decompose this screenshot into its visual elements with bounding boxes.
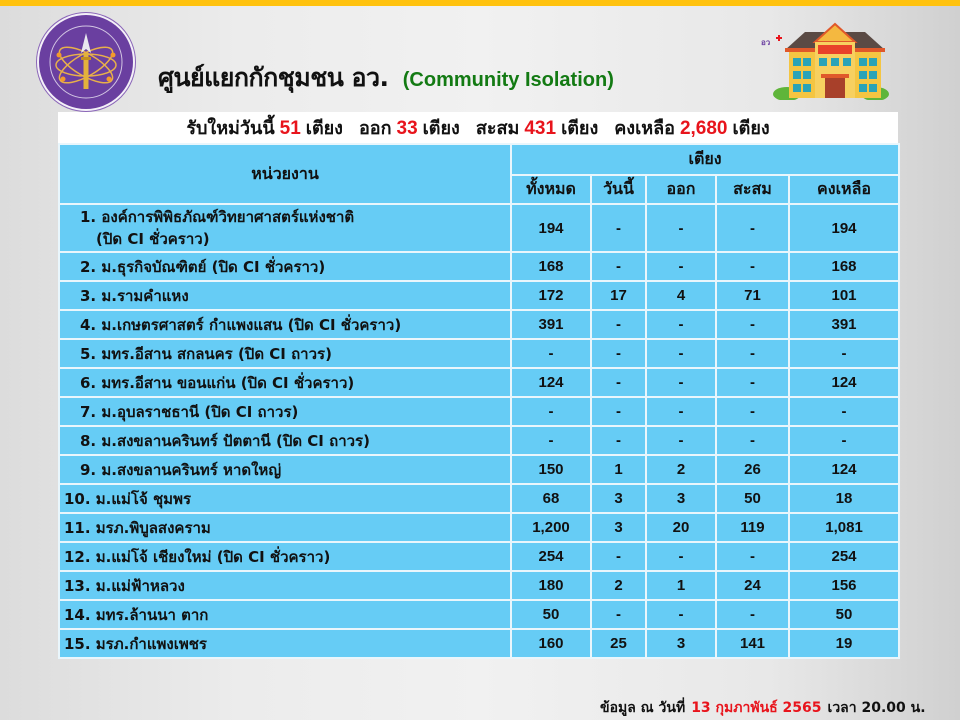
cell-out: - (646, 339, 716, 368)
row-unit-name: 7. ม.อุบลราชธานี (ปิด CI ถาวร) (59, 397, 511, 426)
cell-remaining: 1,081 (789, 513, 899, 542)
cell-cumulative: 119 (716, 513, 789, 542)
cell-total: - (511, 397, 591, 426)
col-header-remaining: คงเหลือ (789, 175, 899, 204)
svg-text:อว: อว (761, 38, 771, 47)
cell-remaining: 124 (789, 368, 899, 397)
data-date: 13 กุมภาพันธ์ 2565 (691, 700, 822, 716)
cell-total: 194 (511, 204, 591, 252)
cell-out: - (646, 397, 716, 426)
row-unit-name: 11. มรภ.พิบูลสงคราม (59, 513, 511, 542)
row-unit-name: 15. มรภ.กำแพงเพชร (59, 629, 511, 658)
table-row (59, 513, 899, 542)
row-unit-name: 13. ม.แม่ฟ้าหลวง (59, 571, 511, 600)
cell-total: 150 (511, 455, 591, 484)
cell-today: 1 (591, 455, 646, 484)
cell-cumulative: - (716, 310, 789, 339)
cell-total: 50 (511, 600, 591, 629)
cell-out: - (646, 368, 716, 397)
cell-today: 17 (591, 281, 646, 310)
community-isolation-building-illustration (745, 20, 905, 100)
cell-today: 3 (591, 513, 646, 542)
cell-today: - (591, 542, 646, 571)
title-english: (Community Isolation) (402, 69, 614, 91)
cell-cumulative: - (716, 542, 789, 571)
cell-total: 160 (511, 629, 591, 658)
cell-total: - (511, 426, 591, 455)
table-row (59, 397, 899, 426)
cell-cumulative: 24 (716, 571, 789, 600)
discharged-value: 33 (396, 118, 418, 139)
cell-remaining: 50 (789, 600, 899, 629)
row-unit-name: 10. ม.แม่โจ้ ชุมพร (59, 484, 511, 513)
cell-remaining: - (789, 426, 899, 455)
row-unit-name: 5. มทร.อีสาน สกลนคร (ปิด CI ถาวร) (59, 339, 511, 368)
cell-today: - (591, 426, 646, 455)
row-unit-name: 6. มทร.อีสาน ขอนแก่น (ปิด CI ชั่วคราว) (59, 368, 511, 397)
table-row (59, 310, 899, 339)
cell-out: - (646, 252, 716, 281)
row-unit-name: 8. ม.สงขลานครินทร์ ปัตตานี (ปิด CI ถาวร) (59, 426, 511, 455)
col-header-total: ทั้งหมด (511, 175, 591, 204)
title-thai: ศูนย์แยกกักชุมชน อว. (158, 63, 389, 92)
cell-today: - (591, 368, 646, 397)
table-row (59, 542, 899, 571)
cell-cumulative: 50 (716, 484, 789, 513)
cell-out: 20 (646, 513, 716, 542)
cell-remaining: 18 (789, 484, 899, 513)
cell-out: - (646, 310, 716, 339)
cell-remaining: 391 (789, 310, 899, 339)
table-row (59, 571, 899, 600)
cell-cumulative: 26 (716, 455, 789, 484)
cell-total: 254 (511, 542, 591, 571)
summary-remaining: คงเหลือ 2,680 เตียง (614, 118, 770, 139)
row-unit-name: 14. มทร.ล้านนา ตาก (59, 600, 511, 629)
cell-out: - (646, 600, 716, 629)
col-header-cumulative: สะสม (716, 175, 789, 204)
ministry-logo (37, 13, 135, 111)
cell-today: - (591, 310, 646, 339)
cell-total: 391 (511, 310, 591, 339)
cell-cumulative: - (716, 339, 789, 368)
cell-remaining: 254 (789, 542, 899, 571)
cell-out: - (646, 542, 716, 571)
new-today-value: 51 (279, 118, 301, 139)
row-unit-name: 3. ม.รามคำแหง (59, 281, 511, 310)
summary-new-today: รับใหม่วันนี้ 51 เตียง (186, 118, 343, 139)
cell-remaining: 124 (789, 455, 899, 484)
building-icon (745, 20, 905, 100)
cell-out: 1 (646, 571, 716, 600)
cell-cumulative: - (716, 368, 789, 397)
cell-today: - (591, 339, 646, 368)
table-row (59, 368, 899, 397)
cell-today: 25 (591, 629, 646, 658)
summary-cumulative: สะสม 431 เตียง (475, 118, 599, 139)
cell-out: 3 (646, 484, 716, 513)
cell-total: 168 (511, 252, 591, 281)
table-row (59, 339, 899, 368)
cell-total: 180 (511, 571, 591, 600)
cell-today: 3 (591, 484, 646, 513)
table-row (59, 455, 899, 484)
table-row (59, 484, 899, 513)
table-row (59, 281, 899, 310)
cell-total: - (511, 339, 591, 368)
cell-remaining: - (789, 397, 899, 426)
row-unit-name: 1. องค์การพิพิธภัณฑ์วิทยาศาสตร์แห่งชาติ (ปิด CI ชั่วคราว) (59, 204, 511, 252)
data-time: 20.00 น. (861, 700, 926, 716)
top-accent-bar (0, 0, 960, 6)
col-header-today: วันนี้ (591, 175, 646, 204)
cell-out: - (646, 426, 716, 455)
col-header-beds: เตียง (511, 144, 899, 175)
cell-out: - (646, 204, 716, 252)
summary-bar (58, 112, 898, 143)
cell-today: 2 (591, 571, 646, 600)
col-header-out: ออก (646, 175, 716, 204)
cell-today: - (591, 397, 646, 426)
cell-cumulative: - (716, 600, 789, 629)
data-timestamp: ข้อมูล ณ วันที่ 13 กุมภาพันธ์ 2565 เวลา 20.00 น. (600, 700, 926, 716)
atom-seal-icon (39, 15, 133, 109)
cell-remaining: 19 (789, 629, 899, 658)
cell-total: 68 (511, 484, 591, 513)
cell-remaining: 168 (789, 252, 899, 281)
cell-out: 3 (646, 629, 716, 658)
row-unit-name: 4. ม.เกษตรศาสตร์ กำแพงแสน (ปิด CI ชั่วคราว) (59, 310, 511, 339)
cell-cumulative: - (716, 426, 789, 455)
table-row (59, 252, 899, 281)
cell-total: 124 (511, 368, 591, 397)
remaining-value: 2,680 (679, 118, 728, 139)
cell-total: 1,200 (511, 513, 591, 542)
isolation-beds-table (58, 143, 900, 659)
row-unit-name: 9. ม.สงขลานครินทร์ หาดใหญ่ (59, 455, 511, 484)
cell-out: 4 (646, 281, 716, 310)
cell-today: - (591, 600, 646, 629)
cell-today: - (591, 204, 646, 252)
cell-cumulative: 141 (716, 629, 789, 658)
table-row (59, 600, 899, 629)
cumulative-value: 431 (524, 118, 557, 139)
row-unit-name: 12. ม.แม่โจ้ เชียงใหม่ (ปิด CI ชั่วคราว) (59, 542, 511, 571)
cell-out: 2 (646, 455, 716, 484)
cell-total: 172 (511, 281, 591, 310)
cell-today: - (591, 252, 646, 281)
summary-discharged: ออก 33 เตียง (358, 118, 460, 139)
cell-cumulative: - (716, 252, 789, 281)
cell-remaining: - (789, 339, 899, 368)
cell-remaining: 194 (789, 204, 899, 252)
table-row (59, 629, 899, 658)
cell-remaining: 101 (789, 281, 899, 310)
row-unit-name: 2. ม.ธุรกิจบัณฑิตย์ (ปิด CI ชั่วคราว) (59, 252, 511, 281)
cell-cumulative: - (716, 204, 789, 252)
page-title (158, 58, 614, 98)
table-row (59, 204, 899, 252)
cell-cumulative: - (716, 397, 789, 426)
table-row (59, 426, 899, 455)
cell-remaining: 156 (789, 571, 899, 600)
col-header-unit: หน่วยงาน (59, 144, 511, 204)
cell-cumulative: 71 (716, 281, 789, 310)
